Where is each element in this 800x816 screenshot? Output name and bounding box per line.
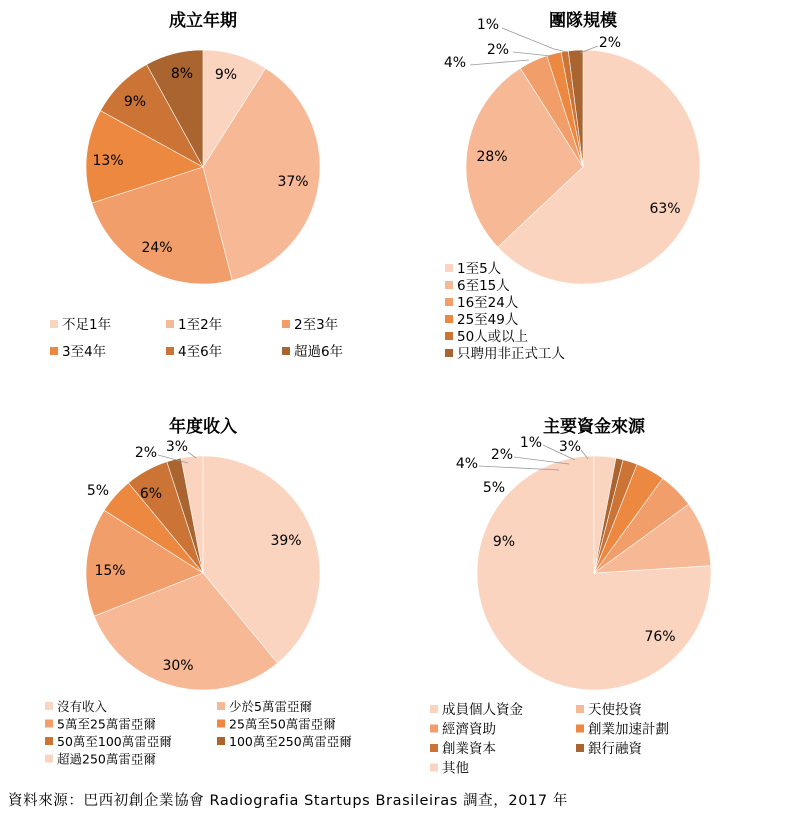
data-label: 76% <box>644 629 676 645</box>
chart-title: 年度收入 <box>169 417 237 437</box>
legend-swatch <box>430 764 438 772</box>
legend-swatch <box>576 705 584 713</box>
data-label: 1% <box>476 17 500 33</box>
legend-entry: 超過6年 <box>294 344 344 360</box>
legend-swatch <box>45 702 53 710</box>
legend-entry: 1至2年 <box>178 317 223 333</box>
legend-entry: 天使投資 <box>588 702 642 718</box>
legend-swatch <box>445 281 453 289</box>
data-label: 28% <box>476 149 508 165</box>
legend-entry: 少於5萬雷亞爾 <box>229 699 312 714</box>
data-label: 9% <box>214 67 238 83</box>
legend-entry: 25萬至50萬雷亞爾 <box>229 716 336 732</box>
legend-entry: 只聘用非正式工人 <box>457 346 565 362</box>
legend-entry: 1至5人 <box>457 261 502 277</box>
chart-title: 成立年期 <box>169 11 237 31</box>
data-label: 37% <box>277 174 309 190</box>
legend-swatch <box>576 744 584 752</box>
legend-swatch <box>430 725 438 733</box>
data-label: 24% <box>141 240 173 256</box>
legend-swatch <box>445 298 453 306</box>
leader-line <box>514 457 569 464</box>
legend-entry: 4至6年 <box>178 344 223 360</box>
data-label: 2% <box>486 42 510 58</box>
legend-swatch <box>50 347 58 355</box>
legend-entry: 50人或以上 <box>457 329 529 345</box>
legend-swatch <box>45 720 53 728</box>
legend-swatch <box>576 725 584 733</box>
legend-swatch <box>445 315 453 323</box>
legend-swatch <box>217 737 225 745</box>
data-label: 15% <box>94 563 126 579</box>
legend-swatch <box>445 264 453 272</box>
data-label: 3% <box>165 439 189 455</box>
pie-chart-3 <box>45 416 352 767</box>
legend-entry: 5萬至25萬雷亞爾 <box>57 716 156 732</box>
legend-entry: 創業資本 <box>442 741 496 757</box>
legend-entry: 不足1年 <box>62 317 112 333</box>
legend-entry: 創業加速計劃 <box>588 721 669 738</box>
data-label: 8% <box>170 66 194 82</box>
legend-entry: 成員個人資金 <box>442 702 523 718</box>
legend-swatch <box>445 349 453 357</box>
data-label: 2% <box>490 447 514 463</box>
legend-entry: 2至3年 <box>294 317 339 333</box>
legend-swatch <box>445 332 453 340</box>
pie-chart-4 <box>430 416 711 777</box>
legend-swatch <box>430 705 438 713</box>
legend-entry: 其他 <box>442 760 469 777</box>
legend-swatch <box>217 702 225 710</box>
data-label: 4% <box>455 456 479 472</box>
legend-entry: 3至4年 <box>62 344 107 360</box>
legend-swatch <box>282 347 290 355</box>
chart-title: 團隊規模 <box>549 11 617 31</box>
data-label: 63% <box>649 201 681 217</box>
legend-entry: 銀行融資 <box>588 741 642 757</box>
legend-entry: 16至24人 <box>457 295 519 311</box>
pie-chart-1 <box>50 10 343 360</box>
data-label: 9% <box>492 534 516 550</box>
data-label: 5% <box>482 480 506 496</box>
data-label: 30% <box>162 658 194 674</box>
source-note: 資料來源：巴西初創企業協會 Radiografia Startups Brasileiras 調查，2017 年 <box>8 793 568 809</box>
data-label: 6% <box>139 486 163 502</box>
data-label: 5% <box>86 483 110 499</box>
legend-swatch <box>282 320 290 328</box>
legend-entry: 6至15人 <box>457 278 510 294</box>
legend-swatch <box>166 320 174 328</box>
leader-line <box>513 52 551 56</box>
data-label: 2% <box>598 35 622 51</box>
data-label: 3% <box>558 439 582 455</box>
chart-title: 主要資金來源 <box>543 417 645 437</box>
legend-entry: 經濟資助 <box>442 721 496 738</box>
legend-entry: 沒有收入 <box>57 699 108 714</box>
data-label: 4% <box>443 55 467 71</box>
legend-swatch <box>45 755 53 763</box>
pie-chart-2 <box>444 10 700 362</box>
legend-entry: 50萬至100萬雷亞爾 <box>57 734 172 749</box>
legend-swatch <box>217 720 225 728</box>
leader-line <box>470 60 529 65</box>
legend-swatch <box>430 744 438 752</box>
data-label: 2% <box>134 445 158 461</box>
legend-entry: 100萬至250萬雷亞爾 <box>229 734 352 749</box>
data-label: 13% <box>92 153 124 169</box>
legend-swatch <box>166 347 174 355</box>
legend-swatch <box>45 737 53 745</box>
legend-entry: 超過250萬雷亞爾 <box>57 751 156 767</box>
data-label: 9% <box>123 94 147 110</box>
leader-line <box>502 28 567 52</box>
data-label: 1% <box>519 435 543 451</box>
legend-swatch <box>50 320 58 328</box>
data-label: 39% <box>270 533 302 549</box>
legend-entry: 25至49人 <box>457 312 519 328</box>
